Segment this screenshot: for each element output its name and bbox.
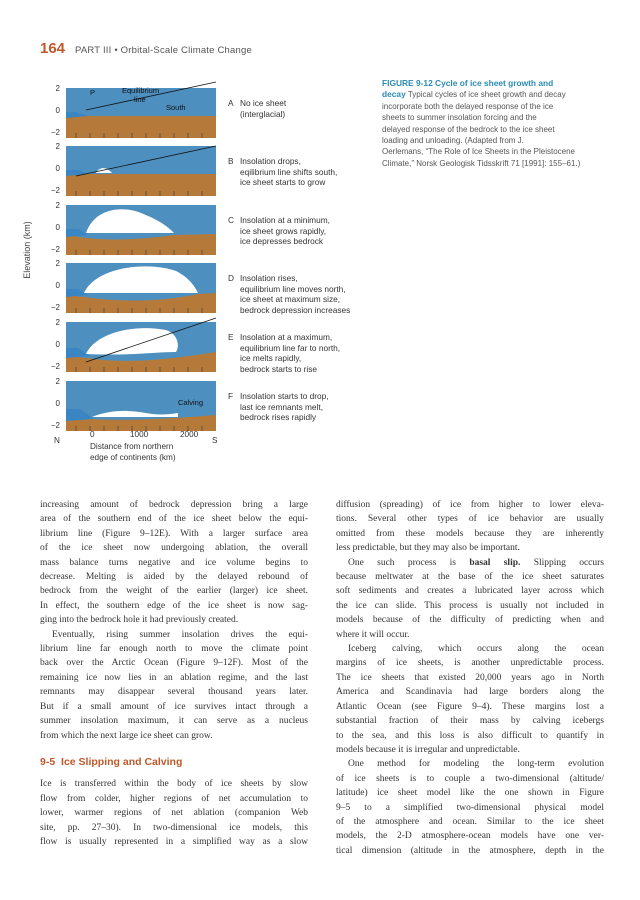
caption-line: delayed response of the bedrock to the ice sheet [382,124,555,134]
text-line: remnants may disappear several thousand years later. [40,687,308,698]
paragraph [40,628,308,743]
caption-line: Climate,” Norsk Geologisk Tidsskrift 71 [1991]: 155–61.) [382,158,581,168]
text-line: tions. Several other types of ice behavior are usually [336,514,604,525]
panel-description-line: ice sheet at maximum size, [240,294,341,305]
text-line: bedrock from the weight of the earlier (larger) ice sheet. [40,586,308,597]
y-tick-label: 0 [55,106,60,115]
text-line: omitted from these models because they are inherently [336,528,604,539]
panel-description-line: D Insolation rises, [228,273,298,283]
panel-description-line: ice melts rapidly, [240,353,302,364]
text-line: flow is usually represented in a simplified way as a slow [40,836,308,847]
text-line: diffusion (spreading) of ice from higher to lower eleva- [336,500,604,510]
text-line: models because of the difficulty of predicting when and [336,615,604,626]
text-line: Eventually, rising summer insolation drives the equi- [52,629,308,640]
text-line: But if a small amount of ice survives intact through a [40,701,308,712]
y-tick-label: 0 [55,399,60,408]
y-tick-label: −2 [50,362,60,371]
panel-letter: A [228,98,234,108]
x-axis-label-2: edge of continents (km) [90,453,176,462]
y-tick-label: 0 [55,340,60,349]
caption-line: loading and unloading. (Adapted from J. [382,136,524,146]
y-tick-label: 0 [55,164,60,173]
text-line: models because it is irregular and unpredictable. [336,744,520,755]
y-tick-label: 2 [55,142,60,151]
figure-panel-b [66,146,216,196]
panel-description-d [228,273,368,315]
panel-description-line: C Insolation at a minimum, [228,215,330,225]
x-tick-0: 0 [90,430,95,439]
panel-a-label-south: South [166,103,186,112]
text-line: Atlantic Ocean (see Figure 9–4). These margins lost a [336,701,604,712]
panel-description-line: equilibrium line far to north, [240,342,341,353]
figure-panel-c [66,205,216,255]
text-line: where it will occur. [336,629,410,640]
panel-description-b [228,156,368,188]
figure-panel-e [66,322,216,372]
text-line: In effect, the southern edge of the ice sheet is now sag- [40,600,308,611]
bedrock [66,174,216,196]
running-title: PART III • Orbital-Scale Climate Change [75,45,252,56]
y-tick-label: 0 [55,281,60,290]
y-tick-label: 2 [55,318,60,327]
panel-description-line: equilibrium line moves north, [240,283,346,294]
basal-slip-term: basal slip. [469,557,521,568]
y-tick-label: 2 [55,201,60,210]
text-line: of ice sheets is to couple a two-dimensional (altitude/ [336,773,604,784]
text-line: The ice sheets that existed 20,000 years ago in North [336,672,604,683]
panel-description-line: F Insolation starts to drop, [228,391,329,401]
panel-description-line: bedrock depression increases [240,304,351,315]
body-left-column [40,498,308,849]
paragraph [336,642,604,757]
text-line: summer insolation maximum, it can serve as a nucleus [40,716,308,727]
text-line: tical dimension (altitude in the atmosphere, depth in the [336,845,604,856]
x-axis-north: N [54,436,60,445]
text-line: mass balance turns negative and ice volume begins to [40,557,308,568]
paragraph [40,498,308,628]
panel-letter: D [228,273,234,283]
y-tick-label: −2 [50,421,60,430]
text-line: area of the southern end of the ice sheet below the equi- [40,514,308,525]
text-line: from which the next large ice sheet can grow. [40,730,213,741]
text-line: increasing amount of bedrock depression bring a large [40,500,308,510]
panel-description-line: A No ice sheet [228,98,287,108]
panel-description-f [228,391,368,423]
panel-description-line: ice sheet starts to grow [240,177,326,188]
text-line: substantial fraction of their mass by calving icebergs [336,716,604,727]
panel-description-line: E Insolation at a maximum, [228,332,333,342]
body-right-column [336,498,604,858]
x-tick-2000: 2000 [180,430,199,439]
caption-line: incorporate both the delayed response of the ice [382,101,554,111]
text-line: site, pp. 27–30). In two-dimensional ice models, this [40,822,308,833]
figure-caption [382,78,604,169]
panel-description-line: bedrock starts to rise [240,363,318,374]
panel-description-line: eqilibrium line shifts south, [240,166,338,177]
panel-description-line: ice depresses bedrock [240,236,324,247]
x-axis-south: S [212,436,218,445]
y-tick-label: −2 [50,303,60,312]
panel-description-e [228,332,368,374]
x-tick-1000: 1000 [130,430,149,439]
text-line: the ice can slide. This process is usually not included in [336,600,604,611]
y-tick-label: 2 [55,377,60,386]
text-line: back over the Arctic Ocean (Figure 9–12F). Most of the [40,658,308,669]
panel-description-line: ice sheet grows rapidly, [240,225,327,236]
panel-letter: F [228,391,234,401]
x-axis-label-1: Distance from northern [90,442,174,451]
text-line: soft sediments and creates a lubricated layer across which [336,586,604,597]
panel-letter: B [228,156,234,166]
text-line: Ice is transferred within the body of ice sheets by slow [40,779,308,790]
text-line: lower, warmer regions of net ablation (companion Web [40,808,308,819]
panel-letter: C [228,215,234,225]
y-tick-label: 2 [55,84,60,93]
paragraph [336,757,604,858]
panel-description-a [228,98,368,119]
text-line: of the ice sheet now undergoing ablation, the overall [40,543,308,554]
panel-description-line: B Insolation drops, [228,156,301,166]
y-tick-label: 2 [55,259,60,268]
panel-a-label-line: line [134,95,146,104]
page-header [40,40,252,57]
panel-a-label-p: P [90,88,96,97]
text-line: Iceberg calving, which occurs along the ocean [348,644,604,655]
panel-description-c [228,215,368,247]
y-tick-label: −2 [50,128,60,137]
y-axis-label: Elevation (km) [22,221,32,279]
caption-line: sheets to summer insolation forcing and the [382,113,537,123]
text-line: One such process is basal slip. Slipping occurs [348,557,604,568]
paragraph [336,570,604,642]
figure-caption-title-2: decay [382,89,406,100]
paragraph [336,498,604,556]
text-line: flow from colder, higher regions of net accumulation to [40,793,308,804]
panel-description-line: (interglacial) [240,108,286,119]
text-line: librium line far enough north to move the climate point [40,644,308,655]
text-line: One method for modeling the long-term evolution [348,759,604,770]
panel-description-line: bedrock rises rapidly [240,412,317,423]
paragraph [40,777,308,849]
text-line: of the atmosphere and ocean. Similar to the ice sheet [336,816,604,827]
text-line: librium line (Figure 9–12E). With a larger surface area [40,528,308,539]
caption-line: Oerlemans, “The Role of Ice Sheets in the Pleistocene [382,147,575,157]
panel-f-label-calving: Calving [178,398,204,407]
panel-description-line: last ice remnants melt, [240,401,323,412]
text-line: because meltwater at the base of the ice sheet saturates [336,572,604,583]
text-line: to the sea, and this loss is also difficult to quantify in [336,730,604,741]
y-tick-label: −2 [50,186,60,195]
text-line: 9–5 to a simplified two-dimensional physical model [336,802,604,813]
text-line: America and Scandinavia had large borders along the [336,687,604,698]
panel-letter: E [228,332,234,342]
page-number: 164 [40,40,66,57]
text-line: margins of ice sheets, is another unpredictable process. [336,658,604,669]
panel-a-label-equilibrium: Equilibrium [122,86,160,95]
y-tick-label: 0 [55,223,60,232]
text-line: decrease. Melting is aided by the delayed rebound of [40,572,308,583]
section-heading [40,755,308,769]
section-number: 9-5 [40,755,56,768]
section-title: Ice Slipping and Calving [61,755,183,768]
y-tick-label: −2 [50,245,60,254]
figure-panel-d [66,263,216,313]
text-line: latitude) ice sheet model like the one shown in Figure [336,788,604,799]
caption-line: Typical cycles of ice sheet growth and decay [407,90,566,100]
text-line: remaining ice now lies in an ablation regime, and the last [40,672,308,683]
text-line: ging into the bedrock hole it had previously created. [40,615,239,626]
figure-caption-title: FIGURE 9-12 Cycle of ice sheet growth and [382,78,554,88]
bedrock [66,116,216,138]
text-line: models, the 2-D atmosphere-ocean models have one ver- [336,831,604,842]
text-line: less predictable, but they may also be important. [336,543,520,554]
